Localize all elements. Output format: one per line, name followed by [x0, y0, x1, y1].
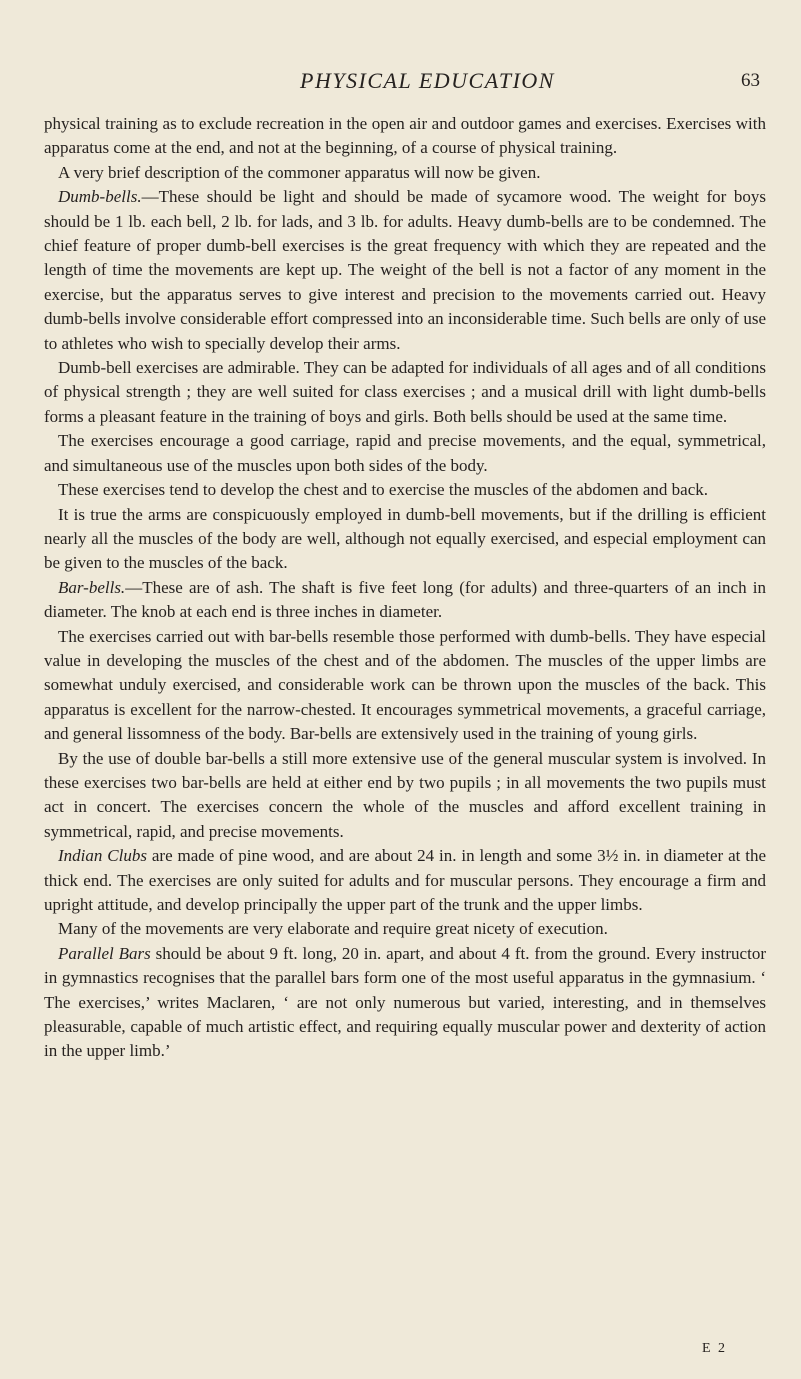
paragraph-text: are made of pine wood, and are about 24 in. in length and some 3½ in. in diameter at the thick end. The exercises are only suited for adults and for muscular persons. They encourage a firm and upright attitude, and develop principally the upper part of the trunk and the upper limbs.: [44, 846, 767, 914]
paragraph-text: —These should be light and should be made of sycamore wood. The weight for boys should be 1 lb. each bell, 2 lb. for lads, and 3 lb. for adults. Heavy dumb-bells are to be condemned. The chief feature of proper dumb-bell exercises is the great frequency with which they are repeated and the length of time the movements are kept up. The weight of the bell is not a factor of any moment in the exercise, but the apparatus serves to give interest and precision to the movements carried out. Heavy dumb-bells involve considerable effort compressed into an inconsiderable time. Such bells are only of use to athletes who wish to specially develop their arms.: [44, 187, 766, 353]
paragraph-text: Dumb-bell exercises are admirable. They can be adapted for individuals of all ages and of all conditions of physical strength ; they are well suited for class exercises ; and a musical drill with light dumb-bells forms a pleasant feature in the training of boys and girls. Both bells should be used at the same time.: [44, 358, 766, 426]
paragraph-text: It is true the arms are conspicuously employed in dumb-bell movements, but if the drilling is efficient nearly all the muscles of the body are well, although not equally exercised, and especial employment can be given to the muscles of the back.: [44, 504, 766, 573]
paragraph-text: Many of the movements are very elaborate and require great nicety of execution.: [58, 919, 608, 939]
paragraph: [44, 747, 766, 845]
paragraph-text: physical training as to exclude recreation in the open air and outdoor games and exercises. Exercises with apparatus come at the end, and not at the beginning, of a course of physical training.: [44, 114, 766, 158]
paragraph: [44, 844, 766, 917]
paragraph-text: —These are of ash. The shaft is five feet long (for adults) and three-quarters of an inch in diameter. The knob at each end is three inches in diameter.: [44, 577, 766, 622]
signature-mark: E 2: [702, 1341, 728, 1356]
paragraph: [44, 917, 766, 941]
paragraph-text: A very brief description of the commoner apparatus will now be given.: [58, 162, 541, 182]
paragraph: [44, 625, 766, 747]
paragraph-text: should be about 9 ft. long, 20 in. apart, and about 4 ft. from the ground. Every instructor in gymnastics recognises that the parallel bars form one of the most useful apparatus in the gymnasium. ‘ The exercises,’ writes Maclaren, ‘ are not only numerous but varied, interesting, and in themselves pleasurable, capable of much artistic effect, and requiring equally muscular power and dexterity of action in the upper limb.’: [44, 943, 766, 1061]
page-header: [0, 68, 801, 98]
paragraph: [44, 161, 766, 185]
paragraph: [44, 478, 766, 502]
paragraph: [44, 112, 766, 161]
paragraph-text: The exercises encourage a good carriage, rapid and precise movements, and the equal, symmetrical, and simultaneous use of the muscles upon both sides of the body.: [44, 431, 766, 475]
paragraph-text: By the use of double bar-bells a still more extensive use of the general muscular system is involved. In these exercises two bar-bells are held at either end by two pupils ; in all movements the two pupils must act in concert. The exercises concern the whole of the muscles and afford excellent training in symmetrical, rapid, and precise movements.: [44, 748, 766, 841]
paragraph: [44, 942, 766, 1064]
paragraph: [44, 576, 766, 625]
paragraph: [44, 503, 766, 576]
page-number: 63: [741, 70, 760, 91]
paragraph-lead: Indian Clubs: [58, 846, 147, 866]
paragraph: [44, 429, 766, 478]
paragraph-lead: Bar-bells.: [58, 577, 126, 597]
paragraph-text: The exercises carried out with bar-bells resemble those performed with dumb-bells. They have especial value in developing the muscles of the chest and of the abdomen. The muscles of the upper limbs are somewhat unduly exercised, and considerable work can be thrown upon the muscles of the back. This apparatus is excellent for the narrow-chested. It encourages symmetrical movements, a graceful carriage, and general lissomness of the body. Bar-bells are extensively used in the training of young girls.: [44, 626, 766, 744]
paragraph: [44, 356, 766, 429]
running-title: PHYSICAL EDUCATION: [300, 68, 555, 93]
paragraph-lead: Parallel Bars: [58, 943, 151, 963]
paragraph-text: These exercises tend to develop the chest and to exercise the muscles of the abdomen and back.: [58, 480, 709, 500]
body-text: [44, 112, 766, 1064]
paragraph: [44, 185, 766, 356]
paragraph-lead: Dumb-bells.: [58, 187, 142, 207]
